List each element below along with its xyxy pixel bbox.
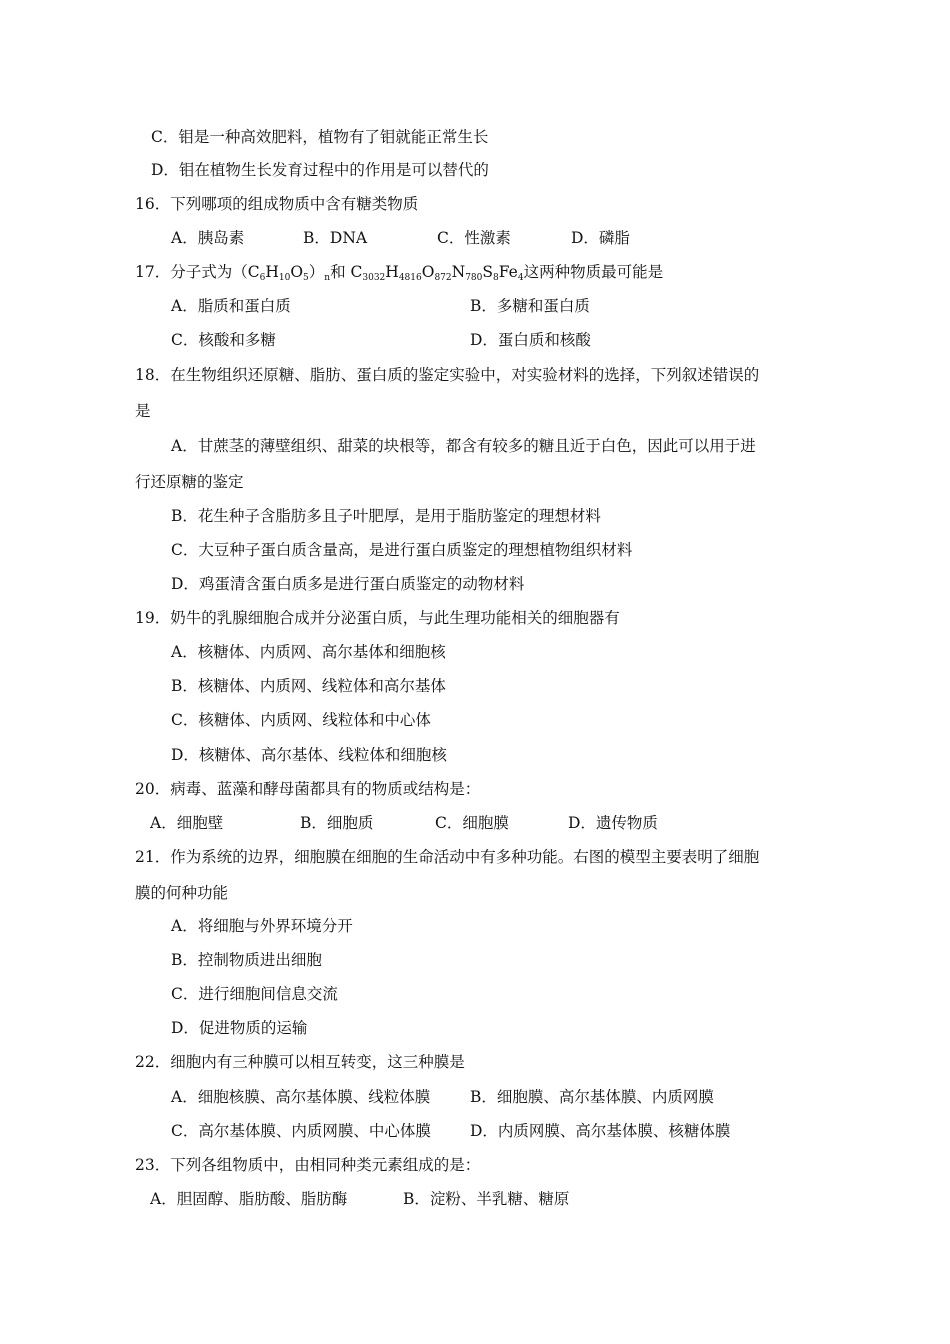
q19-option-b: B．核糖体、内质网、线粒体和高尔基体 xyxy=(171,677,446,695)
q21-option-c: C．进行细胞间信息交流 xyxy=(171,985,338,1003)
q20-option-b: B．细胞质 xyxy=(300,814,374,832)
q19-option-a: A．核糖体、内质网、高尔基体和细胞核 xyxy=(171,643,446,661)
q19-option-d: D．核糖体、高尔基体、线粒体和细胞核 xyxy=(171,746,447,764)
q19-stem: 19．奶牛的乳腺细胞合成并分泌蛋白质，与此生理功能相关的细胞器有 xyxy=(135,609,620,627)
q23-option-b: B．淀粉、半乳糖、糖原 xyxy=(403,1190,570,1208)
q15-option-c: C．钼是一种高效肥料，植物有了钼就能正常生长 xyxy=(151,128,489,146)
q18-option-d: D．鸡蛋清含蛋白质多是进行蛋白质鉴定的动物材料 xyxy=(171,575,525,593)
q17-option-b: B．多糖和蛋白质 xyxy=(470,297,590,315)
q17-stem: 17．分子式为$(C_6H_{10}O_5)_n$和 $C_{3032}H_{4816}O_{872}N_{780}S_8Fe_4$这两种物质最可能是 xyxy=(135,263,664,283)
q20-option-c: C．细胞膜 xyxy=(435,814,509,832)
q17-option-c: C．核酸和多糖 xyxy=(171,331,276,349)
q16-option-a: A．胰岛素 xyxy=(171,229,245,247)
q20-option-d: D．遗传物质 xyxy=(568,814,658,832)
q18-stem-line2: 是 xyxy=(135,402,151,420)
q21-option-a: A．将细胞与外界环境分开 xyxy=(171,917,353,935)
q22-option-d: D．内质网膜、高尔基体膜、核糖体膜 xyxy=(470,1122,731,1140)
q17-option-a: A．脂质和蛋白质 xyxy=(171,297,291,315)
q19-option-c: C．核糖体、内质网、线粒体和中心体 xyxy=(171,711,431,729)
q21-stem-line2: 膜的何种功能 xyxy=(135,884,229,902)
q22-option-a: A．细胞核膜、高尔基体膜、线粒体膜 xyxy=(171,1088,431,1106)
q21-option-d: D．促进物质的运输 xyxy=(171,1019,308,1037)
q21-option-b: B．控制物质进出细胞 xyxy=(171,951,322,969)
q16-stem: 16．下列哪项的组成物质中含有糖类物质 xyxy=(135,195,419,213)
q20-stem: 20．病毒、蓝藻和酵母菌都具有的物质或结构是： xyxy=(135,780,481,798)
q17-option-d: D．蛋白质和核酸 xyxy=(470,331,591,349)
q15-option-d: D．钼在植物生长发育过程中的作用是可以替代的 xyxy=(151,161,489,179)
q18-option-c: C．大豆种子蛋白质含量高，是进行蛋白质鉴定的理想植物组织材料 xyxy=(171,541,633,559)
q22-option-c: C．高尔基体膜、内质网膜、中心体膜 xyxy=(171,1122,431,1140)
q22-stem: 22．细胞内有三种膜可以相互转变，这三种膜是 xyxy=(135,1053,465,1071)
q23-option-a: A．胆固醇、脂肪酸、脂肪酶 xyxy=(150,1190,348,1208)
q18-option-b: B．花生种子含脂肪多且子叶肥厚，是用于脂肪鉴定的理想材料 xyxy=(171,507,601,525)
q20-option-a: A．细胞壁 xyxy=(150,814,224,832)
q16-option-c: C．性激素 xyxy=(437,229,511,247)
q18-option-a-line1: A．甘蔗茎的薄壁组织、甜菜的块根等，都含有较多的糖且近于白色，因此可以用于进 xyxy=(171,437,756,455)
q18-option-a-line2: 行还原糖的鉴定 xyxy=(135,473,244,491)
q16-option-d: D．磷脂 xyxy=(571,229,630,247)
q23-stem: 23．下列各组物质中，由相同种类元素组成的是： xyxy=(135,1156,481,1174)
q22-option-b: B．细胞膜、高尔基体膜、内质网膜 xyxy=(470,1088,714,1106)
q21-stem-line1: 21．作为系统的边界，细胞膜在细胞的生命活动中有多种功能。右图的模型主要表明了细胞 xyxy=(135,848,760,866)
q16-option-b: B．DNA xyxy=(303,229,368,247)
q18-stem-line1: 18．在生物组织还原糖、脂肪、蛋白质的鉴定实验中，对实验材料的选择，下列叙述错误的 xyxy=(135,366,760,384)
